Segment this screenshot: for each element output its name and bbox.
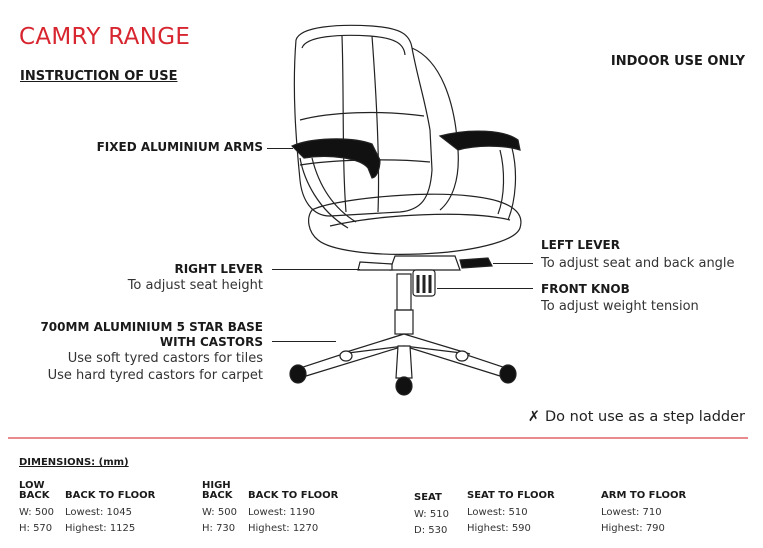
seat-floor-header: SEAT TO FLOOR xyxy=(467,490,555,501)
indoor-use-notice: INDOOR USE ONLY xyxy=(610,54,745,69)
base-callout-title-1: 700MM ALUMINIUM 5 STAR BASE xyxy=(40,320,263,334)
seat-lowest: Lowest: 510 xyxy=(467,507,528,518)
high-back-floor-header: BACK TO FLOOR xyxy=(248,490,339,501)
arm-lowest: Lowest: 710 xyxy=(601,507,662,518)
base-callout-desc-1: Use soft tyred castors for tiles xyxy=(67,351,263,366)
left-lever-leader-line xyxy=(493,263,533,264)
low-back-label-line2: BACK xyxy=(19,490,50,501)
right-lever-description: To adjust seat height xyxy=(127,278,263,293)
low-back-height: H: 570 xyxy=(19,523,53,534)
arm-highest: Highest: 790 xyxy=(601,523,665,534)
low-back-floor-header: BACK TO FLOOR xyxy=(65,490,156,501)
high-back-height: H: 730 xyxy=(202,523,236,534)
left-lever-title: LEFT LEVER xyxy=(541,238,620,252)
low-back-lowest: Lowest: 1045 xyxy=(65,507,132,518)
section-divider xyxy=(8,437,748,439)
low-back-label-line1: LOW xyxy=(19,480,45,491)
high-back-lowest: Lowest: 1190 xyxy=(248,507,315,518)
high-back-highest: Highest: 1270 xyxy=(248,523,319,534)
low-back-highest: Highest: 1125 xyxy=(65,523,136,534)
instruction-heading: INSTRUCTION OF USE xyxy=(20,69,178,84)
seat-label: SEAT xyxy=(414,492,442,503)
high-back-width: W: 500 xyxy=(202,507,237,518)
seat-width: W: 510 xyxy=(414,509,449,520)
arms-callout-label: FIXED ALUMINIUM ARMS xyxy=(96,140,263,154)
base-callout-title-2: WITH CASTORS xyxy=(159,335,263,349)
right-lever-leader-line xyxy=(272,269,360,270)
base-callout-desc-2: Use hard tyred castors for carpet xyxy=(47,368,263,383)
front-knob-title: FRONT KNOB xyxy=(541,282,630,296)
high-back-label-line1: HIGH xyxy=(202,480,231,491)
seat-depth: D: 530 xyxy=(414,525,448,536)
dimensions-heading: DIMENSIONS: (mm) xyxy=(19,457,129,468)
seat-highest: Highest: 590 xyxy=(467,523,531,534)
step-ladder-warning xyxy=(528,409,745,425)
left-lever-description: To adjust seat and back angle xyxy=(541,256,735,271)
front-knob-leader-line xyxy=(437,288,533,289)
x-mark-icon: ✗ xyxy=(527,409,540,425)
page-title: CAMRY RANGE xyxy=(19,24,191,50)
base-leader-line xyxy=(272,341,336,342)
low-back-width: W: 500 xyxy=(19,507,54,518)
front-knob-description: To adjust weight tension xyxy=(541,299,699,314)
warning-text: Do not use as a step ladder xyxy=(545,409,745,425)
arms-leader-line xyxy=(267,148,293,149)
arm-floor-header: ARM TO FLOOR xyxy=(601,490,687,501)
right-lever-title: RIGHT LEVER xyxy=(174,262,263,276)
high-back-label-line2: BACK xyxy=(202,490,233,501)
